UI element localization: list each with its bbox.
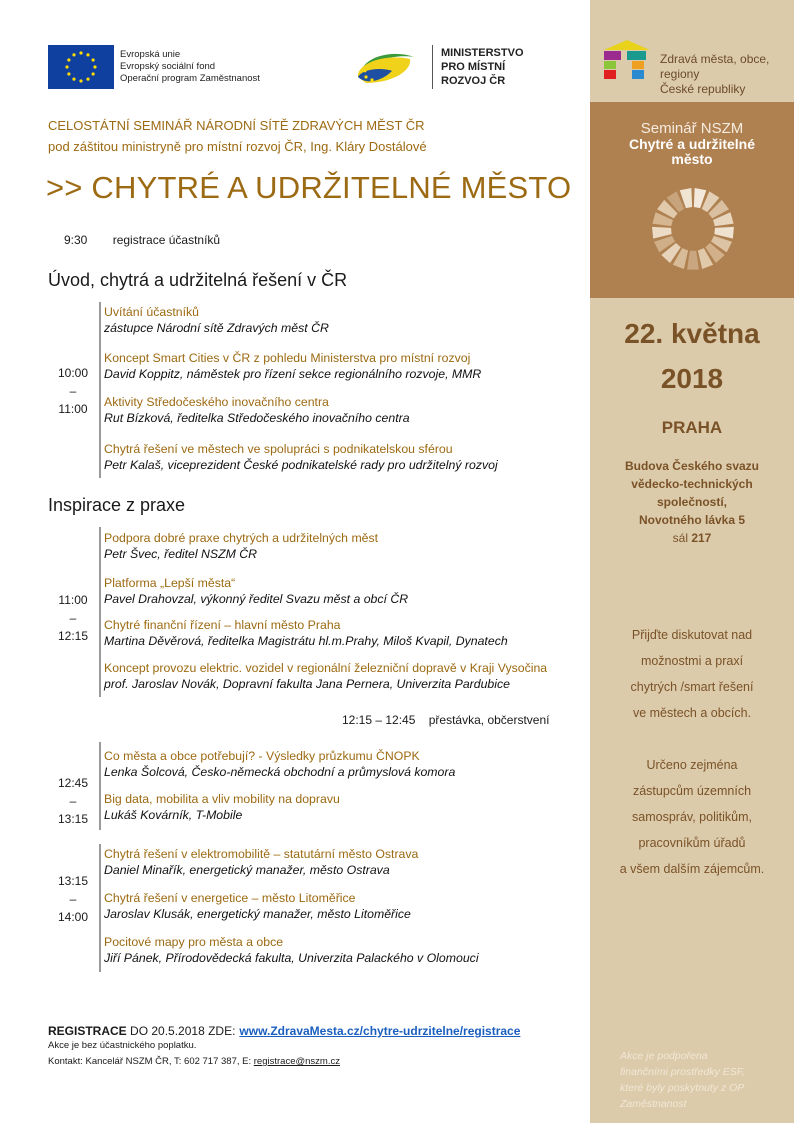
speaker: Jaroslav Klusák, energetický manažer, město Litoměřice (104, 907, 411, 921)
seminar-heading: CELOSTÁTNÍ SEMINÁŘ NÁRODNÍ SÍTĚ ZDRAVÝCH MĚST ČR (48, 118, 425, 133)
timeline-bar (99, 527, 101, 697)
healthy-cities-house-icon (600, 40, 654, 84)
invite-line: a všem dalším zájemcům. (619, 862, 765, 876)
speaker: prof. Jaroslav Novák, Dopravní fakulta Jana Pernera, Univerzita Pardubice (104, 677, 510, 691)
talk-title: Platforma „Lepší města“ (104, 576, 236, 590)
talk-title: Koncept provozu elektric. vozidel v regionální železniční dopravě v Kraji Vysočina (104, 661, 548, 675)
seminar-label: Seminář NSZM (640, 120, 744, 137)
break-time: 12:15 – 12:45 (342, 713, 416, 727)
seminar-title: město (671, 151, 713, 167)
room-label: sál (672, 531, 692, 545)
time-start: 12:45 (57, 776, 89, 790)
sdg-wheel-icon (648, 184, 738, 274)
invite-line: Určeno zejména (646, 758, 738, 772)
venue-line: společností, (656, 495, 727, 509)
speaker: Jiří Pánek, Přírodovědecká fakulta, Univerzita Palackého v Olomouci (104, 951, 479, 965)
time-start: 11:00 (58, 593, 88, 607)
eu-star-icon (79, 51, 82, 54)
break-row (342, 713, 549, 727)
invite-line: samospráv, politikům, (632, 810, 752, 824)
program-block (48, 527, 578, 697)
talk-title: Chytrá řešení v energetice – město Litoměřice (104, 891, 356, 905)
eu-star-icon (79, 79, 82, 82)
speaker: Pavel Drahovzal, výkonný ředitel Svazu měst a obcí ČR (104, 592, 409, 606)
time-range (48, 364, 98, 418)
program-block (48, 742, 578, 830)
mmr-logo (352, 45, 524, 89)
esf-line: Akce je podpořena (620, 1050, 708, 1062)
time-end: 14:00 (57, 910, 89, 924)
contact-text: Kontakt: Kancelář NSZM ČR, T: 602 717 387, E: (48, 1056, 254, 1067)
seminar-title: Chytré a udržitelné (628, 136, 756, 152)
eu-flag-icon (48, 45, 114, 89)
section-heading: Inspirace z praxe (48, 495, 186, 515)
timeline-bar (99, 742, 101, 830)
break-label: přestávka, občerstvení (428, 713, 550, 727)
invite-line: ve městech a obcích. (632, 706, 752, 720)
eu-star-icon (65, 65, 68, 68)
venue-line: Novotného lávka 5 (638, 513, 746, 527)
invite-line: Přijďte diskutovat nad (631, 628, 753, 642)
registration-label: REGISTRACE (48, 1024, 127, 1038)
page-title: >> CHYTRÉ A UDRŽITELNÉ MĚSTO (46, 170, 572, 205)
talk-title: Chytré finanční řízení – hlavní město Praha (104, 618, 341, 632)
mmr-line: PRO MÍSTNÍ (441, 61, 506, 73)
talk-title: Pocitové mapy pro města a obce (104, 935, 284, 949)
event-city: PRAHA (661, 418, 723, 437)
esf-line: finančními prostředky ESF, (620, 1066, 745, 1078)
divider (432, 45, 433, 89)
program-item (104, 575, 408, 607)
eu-star-icon (92, 72, 95, 75)
esf-funding-note (620, 1048, 785, 1110)
program-item (104, 394, 410, 426)
program-item (104, 617, 508, 649)
invitation-text (590, 622, 794, 882)
speaker: Rut Bízková, ředitelka Středočeského inovačního centra (104, 411, 410, 425)
talk-title: Aktivity Středočeského inovačního centra (104, 395, 329, 409)
registration-link[interactable]: www.ZdravaMesta.cz/chytre-udrzitelne/registrace (239, 1024, 521, 1038)
eu-line: Evropský sociální fond (120, 61, 216, 72)
wheel-segment (687, 251, 699, 270)
patronage-line: pod záštitou ministryně pro místní rozvoj ČR, Ing. Kláry Dostálové (48, 139, 427, 154)
program-item (104, 791, 340, 823)
mmr-emblem-icon (352, 47, 422, 87)
time-range (48, 591, 98, 645)
program-item (104, 748, 455, 780)
registration-row (64, 233, 220, 247)
esf-line: které byly poskytnuty z OP (620, 1082, 745, 1094)
program-item (104, 890, 411, 922)
eu-logo (48, 45, 260, 89)
program-item (104, 934, 479, 966)
time-end: 13:15 (57, 812, 89, 826)
venue (590, 457, 794, 547)
program-item (104, 304, 329, 336)
registration-time: 9:30 (64, 233, 88, 247)
event-year: 2018 (660, 363, 724, 394)
registration-line (48, 1024, 520, 1038)
program-item (104, 660, 547, 692)
mmr-line: ROZVOJ ČR (441, 75, 506, 87)
fee-note: Akce je bez účastnického poplatku. (48, 1040, 197, 1051)
speaker: Lenka Šolcová, Česko-německá obchodní a průmyslová komora (104, 765, 456, 779)
nszm-logo (600, 38, 790, 96)
contact-email-link[interactable]: registrace@nszm.cz (253, 1056, 340, 1067)
section-heading: Úvod, chytrá a udržitelná řešení v ČR (48, 270, 348, 290)
program-block (48, 302, 578, 478)
time-range (48, 872, 98, 926)
event-date: 22. května (624, 318, 760, 349)
invite-line: pracovníkům úřadů (638, 836, 746, 850)
eu-line: Evropská unie (120, 49, 181, 60)
eu-star-icon (67, 72, 70, 75)
program-item (104, 441, 498, 473)
program-block (48, 844, 578, 972)
speaker: Lukáš Kovárník, T-Mobile (104, 808, 243, 822)
eu-star-icon (72, 78, 75, 81)
speaker: Daniel Minařík, energetický manažer, město Ostrava (104, 863, 390, 877)
time-end: 12:15 (57, 629, 89, 643)
time-start: 10:00 (57, 366, 89, 380)
eu-star-icon (67, 58, 70, 61)
invite-line: chytrých /smart řešení (630, 680, 754, 694)
nszm-line: Zdravá města, obce, regiony (660, 52, 770, 81)
invite-line: možnostmi a praxí (640, 654, 744, 668)
program-item (104, 846, 418, 878)
invite-line: zástupcům územních (632, 784, 752, 798)
venue-line: Budova Českého svazu (624, 459, 760, 473)
wheel-segment (714, 227, 734, 239)
eu-star-icon (86, 53, 89, 56)
footer (48, 1024, 520, 1070)
registration-label: registrace účastníků (112, 233, 221, 247)
program-item (104, 530, 378, 562)
time-end: 11:00 (58, 402, 88, 416)
speaker: Petr Švec, ředitel NSZM ČR (104, 547, 258, 561)
eu-star-icon (86, 78, 89, 81)
talk-title: Big data, mobilita a vliv mobility na dopravu (104, 792, 340, 806)
program-item (104, 350, 481, 382)
talk-title: Chytrá řešení v elektromobilitě – statutární město Ostrava (104, 847, 419, 861)
registration-deadline: DO 20.5.2018 ZDE: (126, 1024, 236, 1038)
timeline-bar (99, 302, 101, 478)
talk-title: Uvítání účastníků (104, 305, 200, 319)
time-start: 13:15 (57, 874, 89, 888)
time-dash: – (69, 794, 77, 808)
time-dash: – (69, 384, 77, 398)
timeline-bar (99, 844, 101, 972)
seminar-badge (590, 102, 794, 298)
contact-line (48, 1054, 520, 1070)
esf-line: Zaměstnanost (620, 1098, 687, 1110)
eu-star-icon (93, 65, 96, 68)
sidebar (590, 0, 794, 1123)
wheel-segment (652, 227, 672, 239)
mmr-line: MINISTERSTVO (441, 47, 524, 59)
speaker: Petr Kalaš, viceprezident České podnikatelské rady pro udržitelný rozvoj (104, 458, 498, 472)
talk-title: Podpora dobré praxe chytrých a udržitelných měst (104, 531, 379, 545)
room-number: 217 (691, 531, 712, 545)
time-range (48, 774, 98, 828)
eu-star-icon (72, 53, 75, 56)
talk-title: Koncept Smart Cities v ČR z pohledu Ministerstva pro místní rozvoj (104, 351, 471, 365)
eu-line: Operační program Zaměstnanost (120, 73, 260, 84)
talk-title: Chytrá řešení ve městech ve spolupráci s podnikatelskou sférou (104, 442, 453, 456)
speaker: David Koppitz, náměstek pro řízení sekce regionálního rozvoje, MMR (104, 367, 482, 381)
time-dash: – (69, 892, 77, 906)
time-dash: – (69, 611, 77, 625)
speaker: Martina Děvěrová, ředitelka Magistrátu hl.m.Prahy, Miloš Kvapil, Dynatech (104, 634, 508, 648)
venue-line: vědecko-technických (631, 477, 753, 491)
talk-title: Co města a obce potřebují? - Výsledky průzkumu ČNOPK (104, 749, 420, 763)
nszm-line: České republiky (660, 82, 746, 96)
eu-star-icon (92, 58, 95, 61)
speaker: zástupce Národní sítě Zdravých měst ČR (104, 321, 329, 335)
